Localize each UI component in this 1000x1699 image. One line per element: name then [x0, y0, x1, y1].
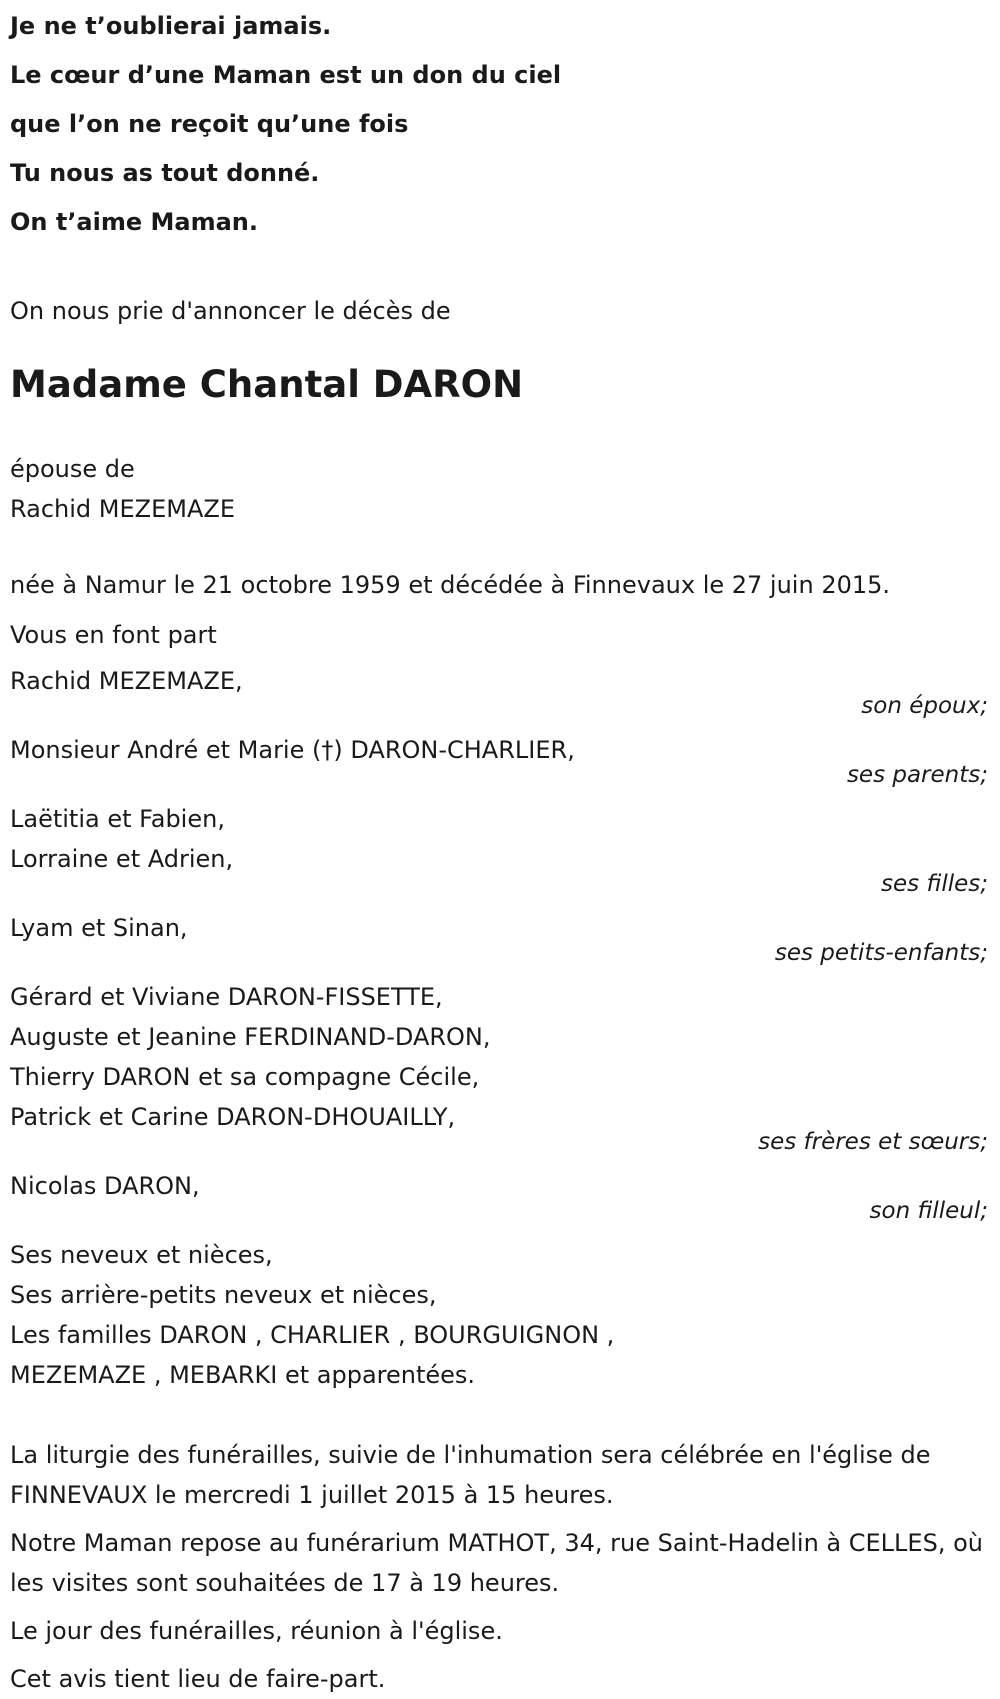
poem [10, 0, 988, 247]
relation-label: ses frères et sœurs; [758, 1129, 988, 1155]
family-member: Auguste et Jeanine FERDINAND-DARON, [10, 1023, 491, 1051]
poem-line: Le cœur d’une Maman est un don du ciel [10, 61, 562, 89]
other-family [10, 1235, 988, 1395]
deceased-name: Madame Chantal DARON [10, 363, 524, 406]
poem-line: On t’aime Maman. [10, 208, 258, 236]
spouse-label: épouse de [10, 455, 135, 483]
other-family-line: MEZEMAZE , MEBARKI et apparentées. [10, 1361, 476, 1389]
funeral-details [10, 1435, 988, 1699]
relation-label: ses petits-enfants; [774, 940, 988, 966]
family-group-siblings [10, 977, 988, 1154]
family-group-parents [10, 730, 988, 787]
closing-paragraph: Cet avis tient lieu de faire-part. [10, 1665, 386, 1693]
relation-label: ses filles; [881, 871, 988, 897]
poem-line: que l’on ne reçoit qu’une fois [10, 110, 409, 138]
family-member: Lyam et Sinan, [10, 914, 188, 942]
family-member: Gérard et Viviane DARON-FISSETTE, [10, 983, 443, 1011]
relation-label: son filleul; [869, 1198, 988, 1224]
family-member: Nicolas DARON, [10, 1172, 200, 1200]
other-family-line: Les familles DARON , CHARLIER , BOURGUIGNON , [10, 1321, 615, 1349]
family-member: Patrick et Carine DARON-DHOUAILLY, [10, 1103, 456, 1131]
family-group-daughters [10, 799, 988, 896]
poem-line: Tu nous as tout donné. [10, 159, 320, 187]
family-member: Lorraine et Adrien, [10, 845, 234, 873]
announcement-intro: On nous prie d'annoncer le décès de [10, 297, 451, 325]
relation-label: ses parents; [846, 762, 988, 788]
family-member: Thierry DARON et sa compagne Cécile, [10, 1063, 480, 1091]
family-list [10, 615, 988, 1223]
birth-death-line: née à Namur le 21 octobre 1959 et décédée à Finnevaux le 27 juin 2015. [10, 571, 891, 599]
family-member: Laëtitia et Fabien, [10, 805, 225, 833]
spouse-name: Rachid MEZEMAZE [10, 495, 235, 523]
family-intro: Vous en font part [10, 621, 217, 649]
funeral-home-paragraph: Notre Maman repose au funérarium MATHOT, 34, rue Saint-Hadelin à CELLES, où les visites sont souhaitées de 17 à 19 heures. [10, 1529, 983, 1597]
liturgy-paragraph: La liturgie des funérailles, suivie de l'inhumation sera célébrée en l'église de FINNEVAUX le mercredi 1 juillet 2015 à 15 heures. [10, 1441, 931, 1509]
family-group-grandchildren [10, 908, 988, 965]
family-member: Rachid MEZEMAZE, [10, 667, 243, 695]
family-group-spouse [10, 661, 988, 718]
spouse-block [10, 449, 988, 529]
family-group-godson [10, 1166, 988, 1223]
meeting-paragraph: Le jour des funérailles, réunion à l'église. [10, 1617, 503, 1645]
other-family-line: Ses arrière-petits neveux et nièces, [10, 1281, 437, 1309]
other-family-line: Ses neveux et nièces, [10, 1241, 273, 1269]
relation-label: son époux; [861, 693, 988, 719]
family-member: Monsieur André et Marie (†) DARON-CHARLIER, [10, 736, 575, 764]
poem-line: Je ne t’oublierai jamais. [10, 12, 332, 40]
death-notice [10, 0, 988, 1699]
